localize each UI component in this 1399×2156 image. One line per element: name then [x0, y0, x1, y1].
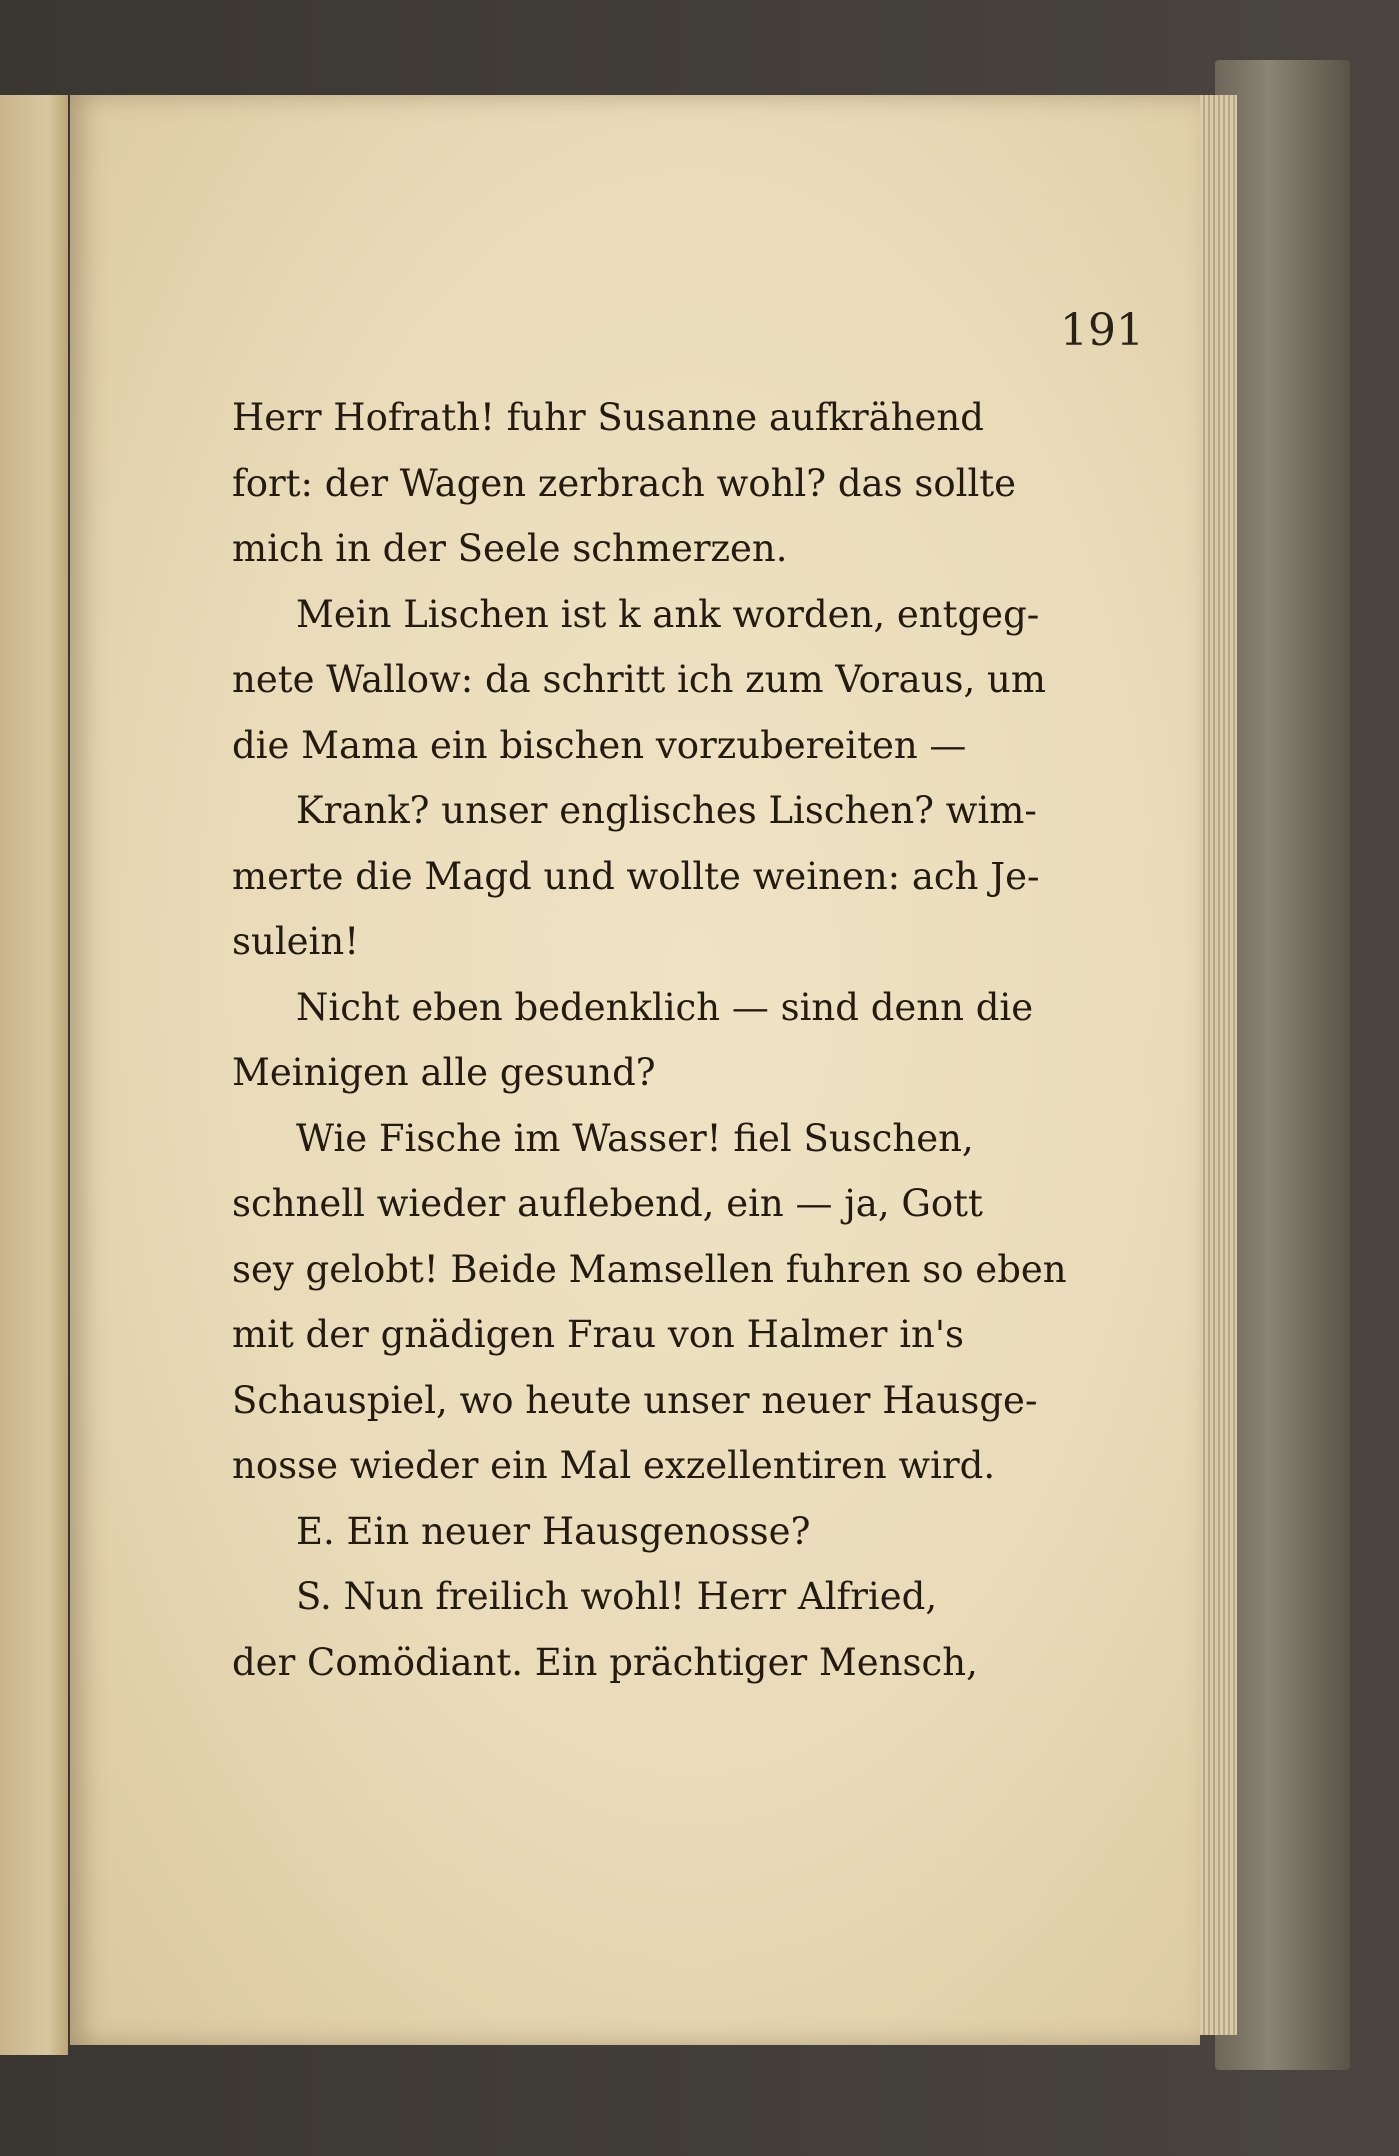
- text-line: Wie Fische im Wasser! fiel Suschen,: [296, 1116, 974, 1160]
- text-line: Mein Lischen ist k ank worden, entgeg-: [296, 592, 1040, 636]
- page-number: 191: [1060, 305, 1144, 356]
- text-line: die Mama ein bischen vorzubereiten —: [232, 723, 967, 767]
- text-line: nete Wallow: da schritt ich zum Voraus, um: [232, 658, 1046, 701]
- text-line: fort: der Wagen zerbrach wohl? das sollte: [232, 461, 1017, 505]
- text-line: merte die Magd und wollte weinen: ach Je-: [232, 854, 1040, 898]
- body-text: [232, 385, 1067, 1695]
- text-line: mit der gnädigen Frau von Halmer in's: [232, 1313, 965, 1356]
- text-line: S. Nun freilich wohl! Herr Alfried,: [296, 1575, 938, 1618]
- text-line: schnell wieder auflebend, ein — ja, Gott: [232, 1182, 983, 1225]
- facing-page-edge: [0, 95, 68, 2055]
- text-line: Meinigen alle gesund?: [232, 1051, 656, 1094]
- text-line: sulein!: [232, 920, 360, 963]
- text-line: Herr Hofrath! fuhr Susanne aufkrähend: [232, 396, 984, 439]
- text-line: nosse wieder ein Mal exzellentiren wird.: [232, 1444, 996, 1487]
- text-line: Nicht eben bedenklich — sind denn die: [296, 985, 1034, 1029]
- text-line: Schauspiel, wo heute unser neuer Hausge-: [232, 1378, 1038, 1422]
- text-line: Krank? unser englisches Lischen? wim-: [296, 789, 1037, 832]
- page-edges: [1195, 95, 1237, 2035]
- text-line: sey gelobt! Beide Mamsellen fuhren so eben: [232, 1247, 1067, 1291]
- text-line: der Comödiant. Ein prächtiger Mensch,: [232, 1640, 978, 1684]
- text-line: mich in der Seele schmerzen.: [232, 527, 788, 570]
- text-line: E. Ein neuer Hausgenosse?: [296, 1509, 811, 1553]
